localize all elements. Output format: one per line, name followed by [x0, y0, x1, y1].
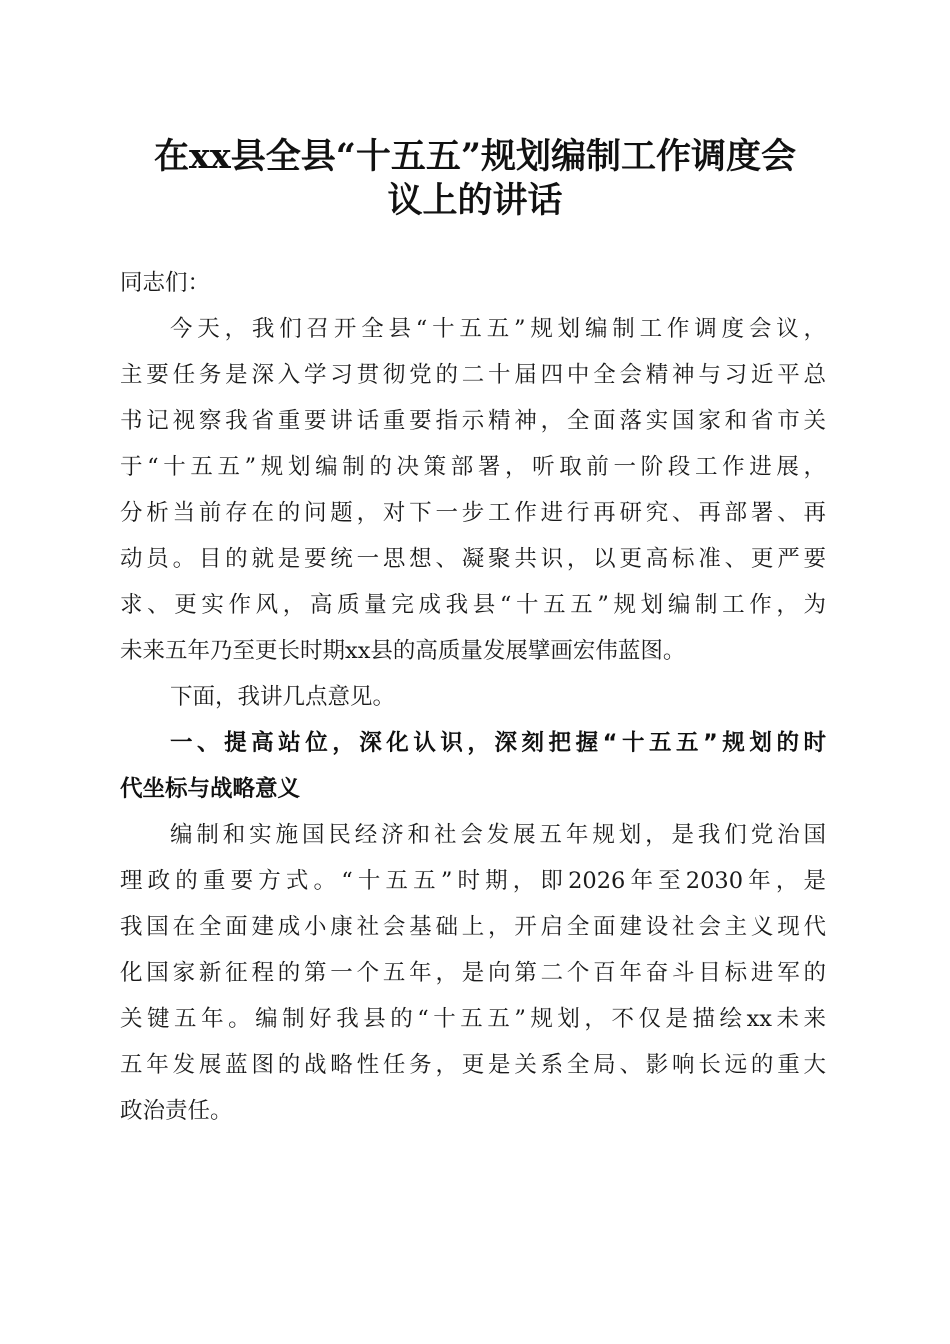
paragraph-line: 五年发展蓝图的战略性任务，更是关系全局、影响长远的重大 — [120, 1052, 826, 1078]
paragraph-line: 主要任务是深入学习贯彻党的二十届四中全会精神与习近平总 — [120, 362, 826, 388]
paragraph-line: 理政的重要方式。“十五五”时期，即2026年至2030年，是 — [120, 868, 826, 894]
document-title — [100, 135, 850, 223]
paragraph-line: 化国家新征程的第一个五年，是向第二个百年奋斗目标进军的 — [120, 960, 826, 986]
section-heading-1 — [120, 720, 826, 812]
paragraph-line: 于“十五五”规划编制的决策部署，听取前一阶段工作进展， — [120, 454, 826, 480]
paragraph-line: 未来五年乃至更长时期xx县的高质量发展擘画宏伟蓝图。 — [120, 638, 686, 664]
paragraph-line: 我国在全面建成小康社会基础上，开启全面建设社会主义现代 — [120, 914, 826, 940]
paragraph-line: 政治责任。 — [120, 1098, 233, 1124]
paragraph-line: 编制和实施国民经济和社会发展五年规划，是我们党治国 — [170, 822, 826, 848]
salutation: 同志们： — [120, 270, 211, 296]
paragraph-line: 书记视察我省重要讲话重要指示精神，全面落实国家和省市关 — [120, 408, 826, 434]
paragraph-transition: 下面，我讲几点意见。 — [170, 684, 396, 710]
heading-line: 一、提高站位，深化认识，深刻把握“十五五”规划的时 — [170, 730, 826, 756]
paragraph-line: 动员。目的就是要统一思想、凝聚共识，以更高标准、更严要 — [120, 546, 826, 572]
paragraph-line: 关键五年。编制好我县的“十五五”规划，不仅是描绘xx未来 — [120, 1006, 826, 1032]
paragraph-section-1 — [120, 812, 826, 1134]
paragraph-opening — [120, 306, 826, 674]
document-body — [120, 260, 826, 1134]
title-line: 在xx县全县“十五五”规划编制工作调度会 — [154, 136, 796, 177]
paragraph-line: 求、更实作风，高质量完成我县“十五五”规划编制工作，为 — [120, 592, 826, 618]
paragraph-line: 今天，我们召开全县“十五五”规划编制工作调度会议， — [170, 316, 826, 342]
heading-line: 代坐标与战略意义 — [120, 776, 301, 802]
paragraph-line: 分析当前存在的问题，对下一步工作进行再研究、再部署、再 — [120, 500, 826, 526]
title-line: 议上的讲话 — [387, 180, 563, 221]
